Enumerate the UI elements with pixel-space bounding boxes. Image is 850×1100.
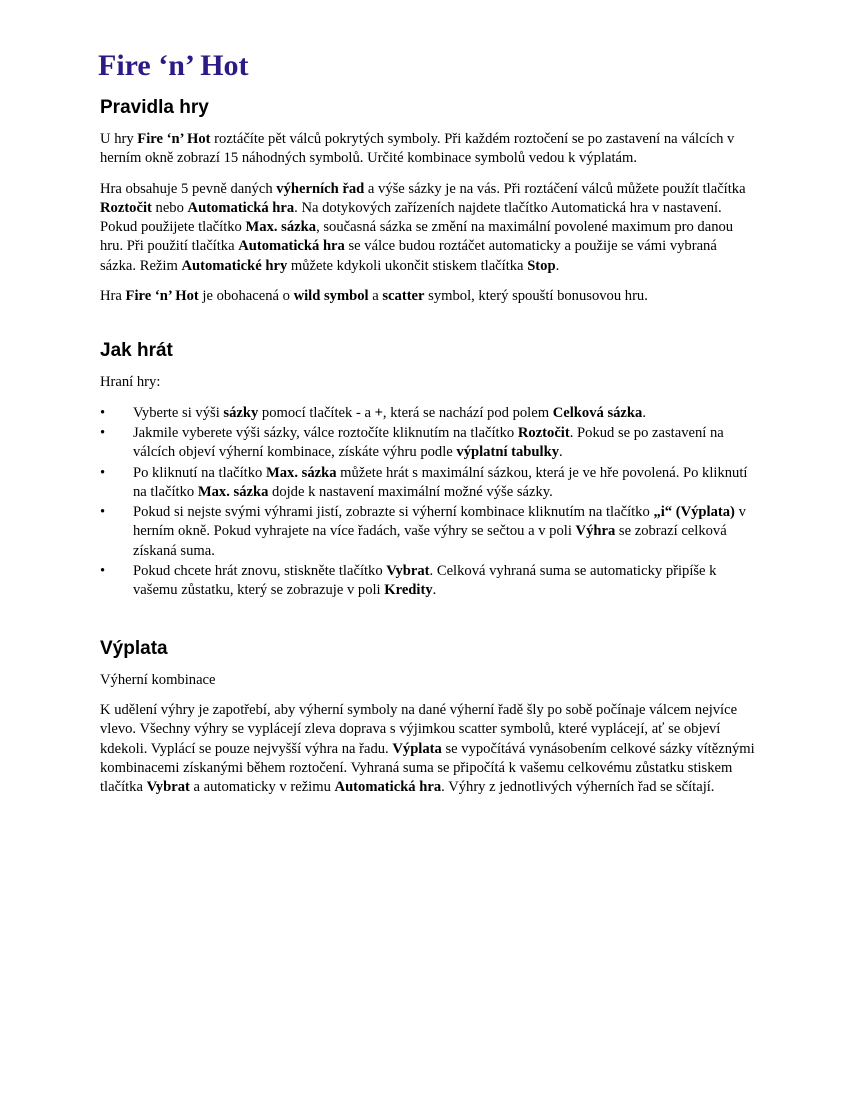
text-run: . bbox=[432, 582, 437, 599]
list-item bbox=[100, 464, 755, 503]
bold-text: Max. sázka bbox=[245, 219, 317, 236]
bold-text: Roztočit bbox=[100, 199, 152, 216]
paragraph bbox=[100, 130, 755, 169]
text-run: . Výhry z jednotlivých výherních řad se sčítají. bbox=[441, 779, 715, 796]
section-heading: Jak hrát bbox=[100, 340, 173, 362]
bold-text: výherních řad bbox=[276, 180, 365, 197]
text-run: Hra obsahuje 5 pevně daných bbox=[100, 180, 277, 197]
text-run: Výherní kombinace bbox=[100, 671, 216, 688]
section-rules bbox=[100, 96, 755, 306]
text-run: se vypočítává vynásobením celkové sázky vítěznými kombinacemi získanými během roztočení. Vyhraná suma se připočítá k vašemu celkovému zůstatku stiskem tlačítka bbox=[100, 740, 755, 796]
bold-text: Roztočit bbox=[517, 424, 570, 441]
bold-text: Vybrat bbox=[146, 779, 190, 796]
text-run: , která se nachází pod polem bbox=[382, 404, 553, 421]
bold-text: + bbox=[374, 404, 383, 421]
text-run: a bbox=[368, 288, 383, 305]
bold-text: Automatická hra bbox=[187, 199, 295, 216]
text-run: . bbox=[555, 257, 560, 274]
section-heading: Výplata bbox=[100, 637, 168, 659]
paragraph bbox=[100, 701, 755, 797]
text-run: U hry bbox=[100, 131, 138, 147]
section-how-to-play bbox=[100, 339, 755, 600]
paragraph bbox=[100, 671, 755, 690]
text-run: Po kliknutí na tlačítko bbox=[133, 464, 266, 481]
text-run: Jakmile vyberete výši sázky, válce roztočíte kliknutím na tlačítko bbox=[133, 424, 518, 441]
bold-text: „i“ (Výplata) bbox=[653, 504, 735, 521]
document-title: Fire ‘n’ Hot bbox=[98, 49, 249, 82]
list-item bbox=[100, 503, 755, 561]
text-run: . Na dotykových zařízeních najdete tlačítko Automatická hra v nastavení. Pokud použijete tlačítko bbox=[100, 199, 722, 236]
section-spacer bbox=[100, 317, 755, 339]
bold-text: Stop bbox=[527, 257, 556, 274]
text-run: a automaticky v režimu bbox=[189, 779, 335, 796]
paragraph bbox=[100, 180, 755, 276]
text-run: Hra bbox=[100, 288, 126, 305]
text-run: v herním okně. Pokud vyhrajete na více řadách, vaše výhry se sečtou a v poli bbox=[133, 504, 746, 540]
document-page bbox=[100, 48, 755, 808]
bold-text: Automatické hry bbox=[181, 257, 288, 274]
paragraph bbox=[100, 373, 755, 392]
bold-text: sázky bbox=[223, 404, 259, 421]
bold-text: Max. sázka bbox=[197, 483, 269, 500]
text-run: a výše sázky je na vás. Při roztáčení válců můžete použít tlačítka bbox=[364, 180, 746, 197]
list-item bbox=[100, 404, 755, 423]
paragraph bbox=[100, 287, 755, 306]
bold-text: Max. sázka bbox=[265, 464, 337, 481]
section-spacer bbox=[100, 615, 755, 637]
text-run: . Celková vyhraná suma se automaticky připíše k vašemu zůstatku, který se zobrazuje v poli bbox=[133, 563, 717, 599]
section-payout bbox=[100, 637, 755, 798]
text-run: . bbox=[642, 404, 646, 421]
bullet-list bbox=[100, 404, 755, 601]
bold-text: výplatní tabulky bbox=[456, 444, 560, 461]
list-item bbox=[100, 424, 755, 463]
bold-text: Výhra bbox=[575, 523, 616, 540]
text-run: Pokud chcete hrát znovu, stiskněte tlačítko bbox=[133, 563, 387, 580]
text-run: K udělení výhry je zapotřebí, aby výherní symboly na dané výherní řadě šly po sobě počínaje válcem nejvíce vlevo. Všechny výhry se vyplácejí zleva doprava s výjimkou scatter symbolů, které vyplácejí, ať se objeví kdekoli. Vyplácí se pouze nejvyšší výhra na řadu. bbox=[100, 701, 738, 757]
section-heading: Pravidla hry bbox=[100, 97, 209, 118]
text-run: je obohacená o bbox=[198, 288, 294, 305]
text-run: dojde k nastavení maximální možné výše sázky. bbox=[268, 483, 553, 500]
text-run: roztáčíte pět válců pokrytých symboly. Při každém roztočení se po zastavení na válcích v herním okně zobrazí 15 náhodných symbolů. Určité kombinace symbolů vedou k výplatám. bbox=[100, 131, 735, 167]
bold-text: scatter bbox=[382, 288, 425, 305]
document-content bbox=[100, 96, 755, 797]
text-run: , současná sázka se změní na maximální povolené maximum pro danou hru. Při použití tlačítka bbox=[100, 219, 734, 255]
text-run: pomocí tlačítek - a bbox=[258, 404, 375, 421]
bold-text: Kredity bbox=[384, 582, 433, 599]
bold-text: Fire ‘n’ Hot bbox=[125, 288, 199, 305]
text-run: se zobrazí celková získaná suma. bbox=[133, 523, 727, 559]
bold-text: Automatická hra bbox=[238, 238, 345, 255]
text-run: nebo bbox=[151, 199, 188, 216]
text-run: symbol, který spouští bonusovou hru. bbox=[424, 288, 648, 305]
text-run: se válce budou roztáčet automaticky a použije se vámi vybraná sázka. Režim bbox=[100, 238, 717, 274]
text-run: Vyberte si výši bbox=[133, 404, 224, 421]
text-run: Pokud si nejste svými výhrami jistí, zobrazte si výherní kombinace kliknutím na tlačítko bbox=[133, 504, 654, 521]
text-run: . Pokud se po zastavení na válcích objeví výherní kombinace, získáte výhru podle bbox=[133, 424, 724, 461]
bold-text: Vybrat bbox=[386, 563, 430, 580]
text-run: Hraní hry: bbox=[100, 374, 161, 391]
text-run: . bbox=[559, 444, 563, 461]
bold-text: Automatická hra bbox=[334, 779, 442, 796]
list-item bbox=[100, 562, 755, 601]
bold-text: Výplata bbox=[392, 740, 442, 757]
text-run: můžete hrát s maximální sázkou, která je ve hře povolená. Po kliknutí na tlačítko bbox=[133, 464, 748, 500]
text-run: můžete kdykoli ukončit stiskem tlačítka bbox=[287, 257, 528, 274]
bold-text: Celková sázka bbox=[552, 404, 643, 421]
bold-text: Fire ‘n’ Hot bbox=[137, 131, 211, 147]
bold-text: wild symbol bbox=[293, 288, 369, 305]
